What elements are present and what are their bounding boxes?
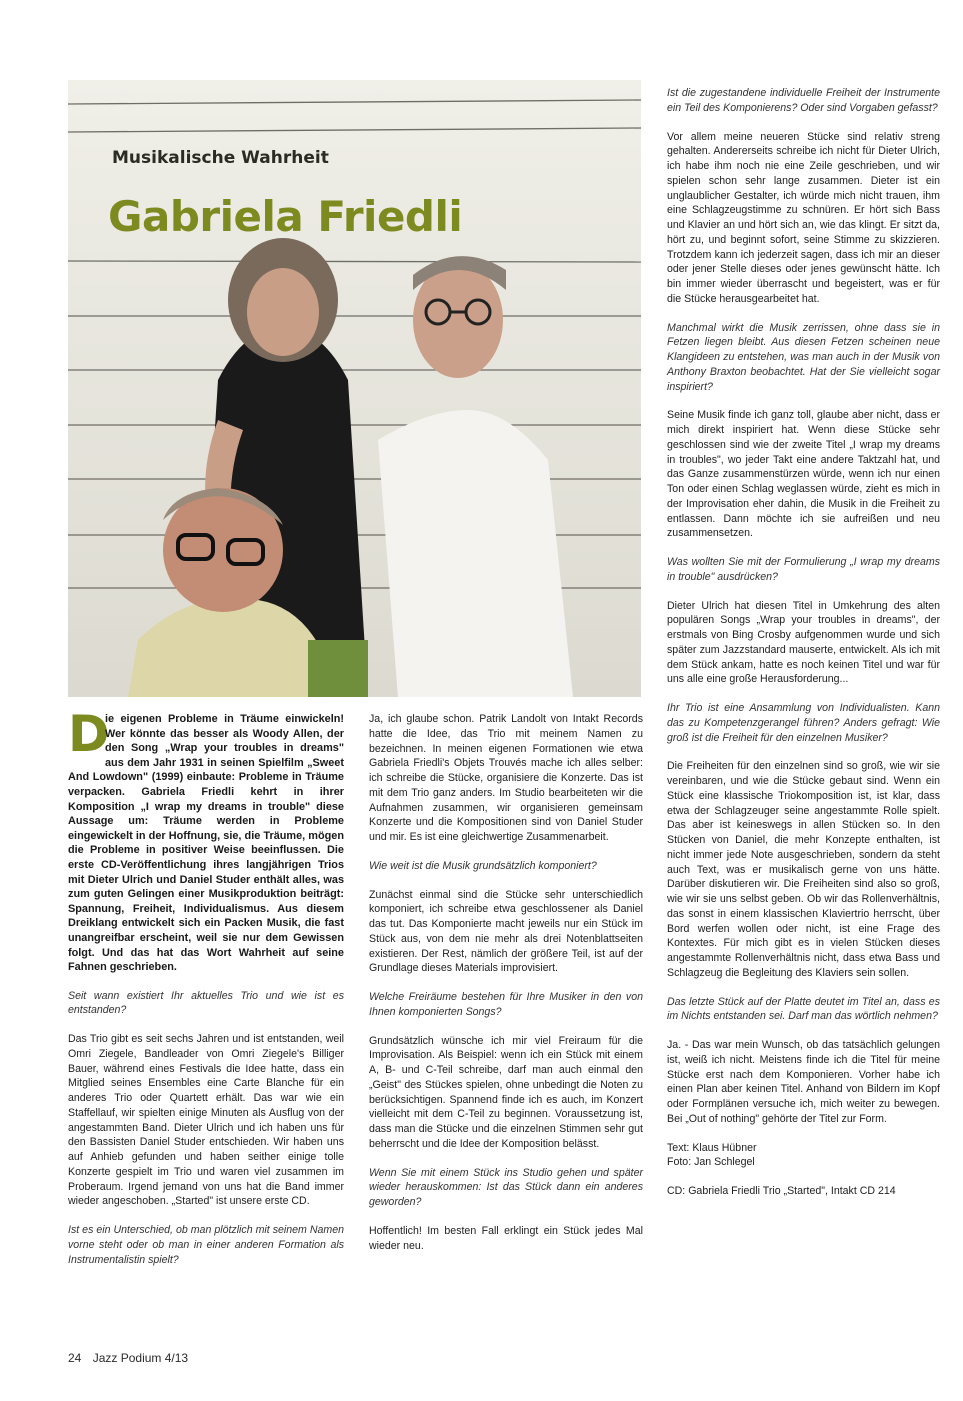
column-1 [68,705,344,1281]
credit-photo: Foto: Jan Schlegel [667,1156,755,1169]
answer: Grundsätzlich wünsche ich mir viel Freiraum für die Improvisation. Als Beispiel: wenn ich ein Stück mit einem A, B- und C-Teil schreibe, darf man auch einmal den „Geist" des Stückes spielen, ohne unbedingt die Noten zu berücksichtigen. Spannend finde ich es auch, im Konzert vielleicht mit dem C-Teil zu beginnen. Voraussetzung ist, dass man die Stücke und die einzelnen Stimmen sehr gut beherrscht und die Idee der Komposition belässt. [369,1034,643,1150]
answer: Das Trio gibt es seit sechs Jahren und ist entstanden, weil Omri Ziegele, Bandleader von Omri Ziegele's Billiger Bauer, während eines Festivals die Idee hatte, dass ein Mitglied seines Ensembles eine Carte Blanche für ein anderes Trio oder Quartett erhält. Das war wie ein Staffellauf, wir spielten einige Minuten als Ausflug von der angestammten Band. Dieter Ulrich und ich haben uns für den Bassisten Daniel Studer entschieden. Wir haben uns auf Anhieb gefunden und haben seither einige tolle Konzerte gespielt im Trio und waren viel zusammen im Proberaum. Irgend jemand von uns hat die Band immer wieder angeschoben. „Started" ist unsere erste CD. [68,1033,344,1208]
question: Ist es ein Unterschied, ob man plötzlich mit seinem Namen vorne steht oder ob man in einer anderen Formation als Instrumentalistin spielt? [68,1224,344,1266]
credits [667,1141,940,1171]
question: Das letzte Stück auf der Platte deutet im Titel an, dass es im Nichts entstanden sei. Darf man das wörtlich nehmen? [667,995,940,1023]
magazine-issue: Jazz Podium 4/13 [92,1351,189,1365]
dropcap: D [68,705,110,763]
lead-text: ie eigenen Probleme in Träume einwickeln! Wer könnte das besser als Woody Allen, der den Song „Wrap your troubles in dreams" aus dem Jahr 1931 in seinen Spielfilm „Sweet And Lowdown" (1999) einbaute: Probleme in Träume verpacken. Gabriela Friedli kehrt in ihrer Komposition „I wrap my dreams in trouble" diese Aussage um: Träume werden in Probleme eingewickelt in der Hoffnung, sie, die Träume, mögen die Probleme in positiver Weise beeinflussen. Die erste CD-Veröffentlichung ihres langjährigen Trios mit Dieter Ulrich und Daniel Studer enthält alles, was zum guten Gelingen einer Musikproduktion beiträgt: Spannung, Freiheit, Individualismus. Aus diesem Dreiklang entwickelt sich ein Packen Musik, die fast unangreifbar erscheint, weil sie nur dem Gewissen folgt. Und das hat das Wort Wahrheit auf seine Fahnen geschrieben. [68,713,344,974]
answer: Die Freiheiten für den einzelnen sind so groß, wie wir sie vereinbaren, und wie die Stücke gebaut sind. Wenn ein Stück eine klassische Triokomposition ist, ist klar, dass etwa der Schlagzeuger seine angestammte Rolle spielt. Das aber ist keineswegs in allen Stücken so. In den Stücken von Daniel, die mehr Konzepte enthalten, ist nicht immer jede Note ausgeschrieben, sondern da steht auch Text, was er musikalisch gerne von uns hätte. Darüber diskutieren wir. Die Freiheiten sind also so groß, wie wir sie uns selbst geben. Ob wir das Rollenverhältnis, das sonst in einem klassischen Klaviertrio herrscht, über Bord werfen wollen oder nicht, ist eine Frage des Kontextes. Für mich gibt es in vielen Stücken dieses angestammte Rollenverhältnis nicht, dass etwa Bass und Schlagzeug die Begleitung des Klaviers sein sollen. [667,760,940,979]
question: Wie weit ist die Musik grundsätzlich komponiert? [369,859,597,872]
answer: Ja, ich glaube schon. Patrik Landolt von Intakt Records hatte die Idee, das Trio mit meinem Namen zu bezeichnen. In meinen eigenen Formationen wie etwa Gabriela Friedli's Objets Trouvés mache ich alles selber: ich schreibe die Stücke, organisiere die Konzerte. Das ist mit dem Trio ganz anders. Im Studio bearbeiteten wir die Aufnahmen zusammen, wir organisieren gemeinsam Konzerte und die Kompositionen sind von Daniel Studer und mir. Es ist eine gleichwertige Zusammenarbeit. [369,713,643,843]
column-2 [369,712,643,1267]
lead-paragraph [68,705,344,975]
question: Ist die zugestandene individuelle Freiheit der Instrumente ein Teil des Komponierens? Oder sind Vorgaben gefasst? [667,87,940,114]
question: Seit wann existiert Ihr aktuelles Trio und wie ist es entstanden? [68,989,344,1017]
answer: Ja. - Das war mein Wunsch, ob das tatsächlich gelungen ist, weiß ich nicht. Meistens finde ich die Titel für meine Stücke erst nach dem Komponieren. Vorher habe ich einen Plan aber keinen Titel. Anhand von Bildern im Kopf oder Formplänen versuche ich, mich weiter zu bewegen. Bei „Out of nothing" gehörte der Titel zur Form. [667,1039,940,1125]
cd-info: CD: Gabriela Friedli Trio „Started", Intakt CD 214 [667,1185,896,1197]
question: Wenn Sie mit einem Stück ins Studio gehen und später wieder herauskommen: Ist das Stück dann ein anderes geworden? [369,1166,643,1208]
page-footer [68,1351,196,1365]
question: Manchmal wirkt die Musik zerrissen, ohne dass sie in Fetzen liegen bleibt. Aus diesen Fetzen scheinen neue Klangideen zu entstehen, was man auch in der Musik von Anthony Braxton beobachtet. Hat der Sie vielleicht sogar inspiriert? [667,321,940,393]
question: Welche Freiräume bestehen für Ihre Musiker in den von Ihnen komponierten Songs? [369,991,643,1018]
answer: Hoffentlich! Im besten Fall erklingt ein Stück jedes Mal wieder neu. [369,1224,643,1252]
column-3 [667,86,940,1213]
answer: Dieter Ulrich hat diesen Titel in Umkehrung des alten populären Songs „Wrap your troubles in dreams", der erstmals von Bing Crosby aufgenommen wurde und sich später zum Jazzstandard mauserte, entwickelt. Als ich mit dem Stück ankam, hatte es noch keinen Titel und war für uns alle eine große Herausforderung... [667,599,940,686]
question: Was wollten Sie mit der Formulierung „I wrap my dreams in trouble" ausdrücken? [667,556,940,583]
photo-illustration [68,80,641,697]
answer: Seine Musik finde ich ganz toll, glaube aber nicht, dass er mich direkt inspiriert hat. Wenn diese Stücke sehr geschlossen sind wie der zweite Titel „I wrap my dreams in troubles", wo jeder Takt eine andere Taktzahl hat, und das Ganze zusammenstürzen würde, wenn ich nur einen Ton oder einen Schlag weglassen würde, zieht es mich in der Improvisation eher dahin, die Musik in die Freiheit zu entlassen. Dann möchte ich sie aufreißen und neu zusammensetzen. [667,409,940,540]
credit-text: Text: Klaus Hübner [667,1141,757,1154]
answer: Zunächst einmal sind die Stücke sehr unterschiedlich komponiert, ich schreibe etwa geschlossener als Daniel das tut. Das Komponierte macht jeweils nur ein Stück im Stück aus, von dem nie mehr als drei Notenblattseiten existieren. Der Rest, nämlich der größere Teil, ist auf der Grundlage dieses Materials improvisiert. [369,888,643,975]
answer: Vor allem meine neueren Stücke sind relativ streng gehalten. Andererseits schreibe ich nicht für Dieter Ulrich, ich habe ihm noch nie eine Zeile geschrieben, und wir spielen schon sehr lange zusammen. Dieter ist ein unglaublicher Gestalter, ich würde mich nicht trauen, ihm eine Schlagzeugstimme zu schnüren. Er hört sich Bass und Klavier an und hört sich an, wie das klingt. Er sitzt da, hört zu, und beginnt sofort, seine Stimme zu skizzieren. Trotzdem kann ich jederzeit sagen, dass ich mir an dieser oder jener Stelle dieses oder jenes gewünscht hätte. Ich bin immer wieder überrascht und begeistert, was er für die Stücke herausgearbeitet hat. [667,130,940,305]
headline: Gabriela Friedli [108,192,463,241]
page-number: 24 [68,1351,82,1365]
cover-photo [68,80,641,697]
question: Ihr Trio ist eine Ansammlung von Individualisten. Kann das zu Kompetenzgerangel führen? Anders gefragt: Wie groß ist die Freiheit für den einzelnen Musiker? [667,702,940,744]
kicker: Musikalische Wahrheit [112,148,329,168]
